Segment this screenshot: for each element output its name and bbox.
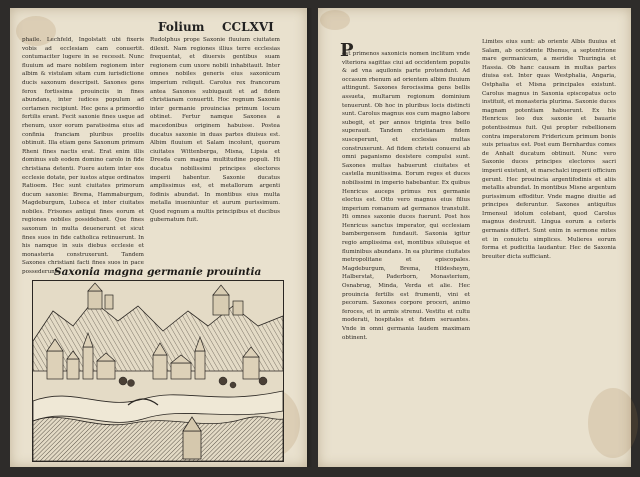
foreground-hills (33, 417, 283, 461)
woodcut-title: Saxonia magna germanie prouintia (54, 266, 262, 278)
column-text: ost primenos saxonicis nomen inclitum vnde vlteriora sagittas ciui ad occidentem populis & ad vna aquilonis parte protendunt. Ad occasum rhenum ad orientem albim fluuium attingunt. Saxones ferocissima gens bellis assueta, multarum regionum dominium tenuerunt. Ob hoc in pluribus locis distincti sunt. Carolus magnus eos cum magno labore subegit, et per annos triginta tres bello superauit. Tandem christianam fidem susceperunt, et ecclesias multas construxerunt. Ad fidem christi conuersi ab omni paganismo desistere compulsi sunt. Saxones multas habuerunt ciuitates et castella munitissima. Eorum reges et duces nobilissimi in imperio habebantur. Ex quibus Henricus auceps primus rex germanie electus est. Otto vero magnus eius filius imperium romanum ad germanos transtulit. Hi omnes saxonie duces fuerunt. Post hos Henricus sanctus imperator, qui ecclesiam bambergensem fundauit. Saxonia igitur regio amplissima est, montibus siluisque et fluminibus abundans. In ea plurime ciuitates metropolitane et episcopales. Magdeburgum, Brema, Hildesheym, Halberstat, Paderborn, Monasterium, Osnabrug, Minda, Verda et alie. Hec prouincia fertilis est frumenti, vini et pecorum. Saxones corpore proceri, animo feroces, et in armis strenui. Vestitu et cultu moderati, hospitales et fidem seruantes. Vnde in omni germania laudem maximam obtinent. (342, 51, 470, 341)
saxony-woodcut-illustration (32, 280, 284, 462)
left-page (10, 8, 307, 467)
right-text-column-2 (482, 38, 616, 455)
page-gap-shadow (307, 8, 313, 467)
folio-number: CCLXVI (222, 20, 274, 34)
decorated-initial: P (340, 40, 354, 61)
column-text: Rudolphus prope Saxonie fluuium ciuitatem dilexit. Nam regiones illius terre ecclesias frequentat, et diuersis gentibus suam regionem cum uxore nobili inhabitauit. Inter omnes nobiles generis eius saxonicum imperium reliquit. Carolus rex francorum antea Saxones subiugauit et ad fidem christianam conuertit. Hoc regnum Saxonie inter germanie prouincias primum locum obtinet. Fertur namque Saxones a macedonibus originem habuisse. Postea ducatus saxonie in duas partes diuisus est. Albim fluuium et Salam incolunt, quorum ciuitates Wittenberga, Misna, Lipsia et Dresda cum magna multitudine populi. Hi ducatus nobilissimi principes electores imperii habentur. Saxonie ducatus amplissimus est, et metallorum argenti fodinis abundat. In montibus eius multa metalla inueniuntur et aurum purissimum. Quod regnum a multis principibus et ducibus gubernatum fuit. (150, 37, 280, 224)
folio-header: Folium (158, 20, 205, 34)
left-text-column-1 (22, 36, 144, 276)
left-text-column-2 (150, 36, 280, 263)
woodcut-svg (33, 281, 283, 461)
right-text-column-1 (342, 50, 470, 455)
right-page (318, 8, 631, 467)
column-text: Limites eius sunt: ab oriente Albis fluuius et Salam, ab occidente Rhenus, a septentrione mare germanicum, a meridie Thuringia et Hassia. Ob hanc causam in multas partes diuisa est. Inter quas Westphalia, Angaria, Ostphalia et Misna principales existunt. Carolus magnus in Saxonia episcopatus octo instituit, et monasteria plurima. Saxonie duces magnam potentiam habuerunt. Ex his Henricus leo dux saxonie et bauarie potentissimus fuit. Qui propter rebellionem contra imperatorem Fridericum primum bonis suis priuatus est. Post eum Bernhardus comes de Anhalt ducatum obtinuit. Nunc vero Saxonie duces principes electores sacri imperii existunt, et marschalci imperii officium gerunt. Hec prouincia argentifodinis et aliis metallis abundat. In montibus Misne argentum purissimum effoditur. Vnde magne diuitie ad principes deferuntur. Saxones antiquitus Irmensul idolum colebant, quod Carolus magnus destruxit. Lingua eorum a ceteris germanis differt. Sunt enim in sermone mites et in conuictu simplices. Mulieres eorum forma et pudicitia laudantur. Hec de Saxonia breuiter dicta sufficiant. (482, 39, 616, 260)
water-stain (320, 10, 350, 30)
column-text: phaile. Lechfeld, Ingolstatt ubi fixeris vobis ad ecclesiam cam conuertit. contumaciter lugere in se recessit. Nunc fluuium ad mare nobilem regionem inter albim & vistulam sitam cum iurisdictione ducis saxonum descripsit. Saxones gens ferox fortissima prouinciis in fines abundans, inter iudices populum ad certamen recipiunt. Hec gens a primordio fertilis erant. Fecit saxonie fines usque ad rhenum, uxor eorum paratissima eius ad confinia franciam pluribus proeliis obtinuit. Illa etiam gens Saxonum primum Rheni fines nactis erat. Erat enim illis dominus sub eodem domino carolo in fide christiana detenti. Fuere autem inter eos ecclesie dotate, per iustos atque ordinatos Ratioem. Hec sunt ciuitates primorum ducum saxonie: Brema, Hammaburgum, Magdeburgum, Lubeca et inter ciuitates nobiles. Frisones antiqui fines eorum et regiones nobiles possidebant. Que fines saxonum in multa deuenerunt et sicut fines suos in fide catholica retinuerunt. In his namque in suis diebus ecclesie et monasteria construxerunt. Tandem Saxones christiani facti fines suos in pace possederunt. (22, 37, 144, 276)
